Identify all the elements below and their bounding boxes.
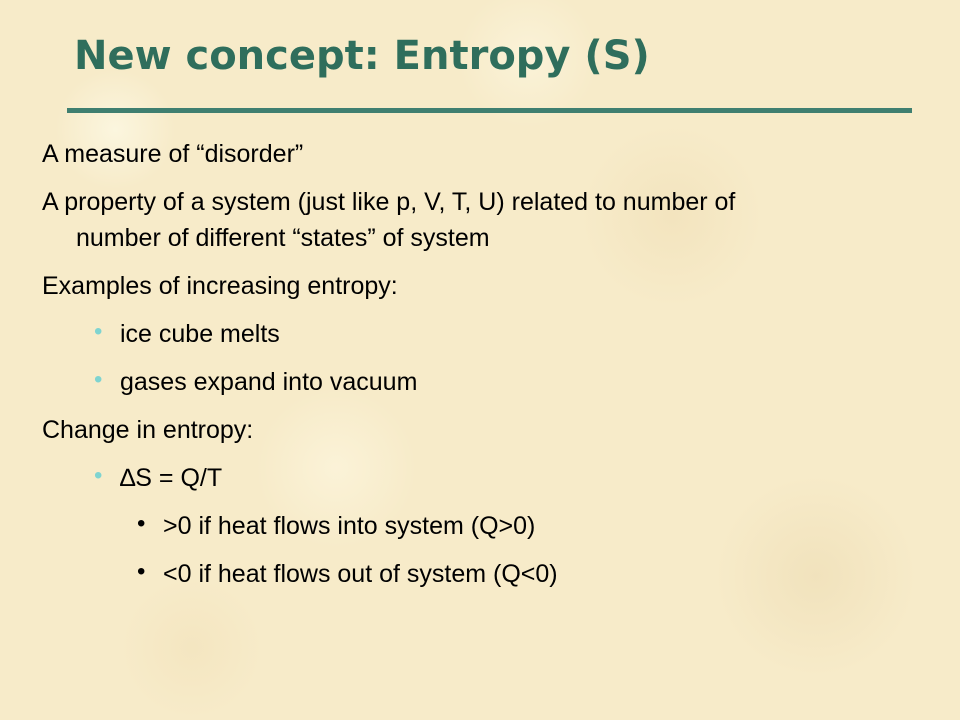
point-change-in-entropy: Change in entropy: bbox=[42, 416, 254, 444]
sub-bullet-heat-out-of-system bbox=[42, 556, 922, 592]
sub-bullet-text: <0 if heat flows out of system (Q<0) bbox=[163, 560, 558, 588]
slide-title: New concept: Entropy (S) bbox=[74, 33, 650, 79]
sub-bullet-heat-into-system bbox=[42, 508, 922, 544]
bullet-item-ice-cube bbox=[42, 316, 922, 352]
bullet-item-delta-s-formula bbox=[42, 460, 922, 496]
bullet-dot-icon: • bbox=[94, 366, 103, 393]
bullet-text: ∆S = Q/T bbox=[120, 464, 223, 492]
bullet-text: gases expand into vacuum bbox=[120, 368, 418, 396]
sub-bullet-dot-icon: • bbox=[137, 510, 146, 537]
bullet-text: ice cube melts bbox=[120, 320, 280, 348]
sub-bullet-dot-icon: • bbox=[137, 558, 146, 585]
title-underline-rule bbox=[67, 108, 912, 113]
point-measure-of-disorder: A measure of “disorder” bbox=[42, 140, 304, 168]
point-property-of-system: A property of a system (just like p, V, T, U) related to number of number of different “states” of system bbox=[42, 188, 736, 252]
slide-body bbox=[42, 136, 922, 604]
bullet-item-gases-expand bbox=[42, 364, 922, 400]
bullet-dot-icon: • bbox=[94, 318, 103, 345]
sub-bullet-text: >0 if heat flows into system (Q>0) bbox=[163, 512, 536, 540]
bullet-dot-icon: • bbox=[94, 462, 103, 489]
point-examples-heading: Examples of increasing entropy: bbox=[42, 272, 398, 300]
